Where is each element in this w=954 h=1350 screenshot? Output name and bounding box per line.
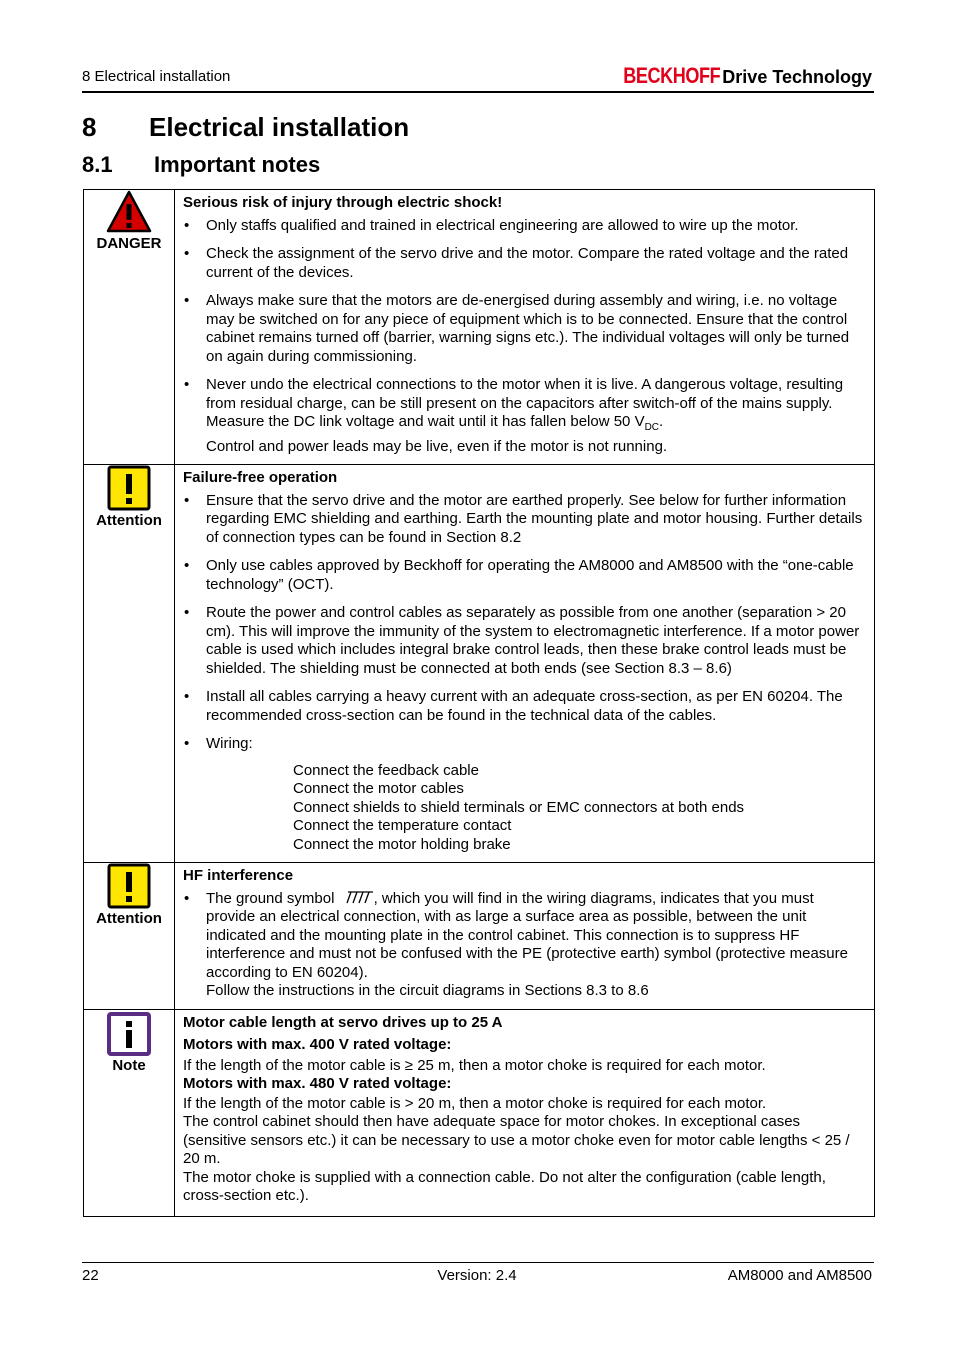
note-title: Motor cable length at servo drives up to 25 A xyxy=(183,1013,503,1031)
list-item: • Route the power and control cables as separately as possible from one another (separation > 20 cm). This will improve the immunity of the system to electromagnetic interference. If a motor power cable is used which includes integral brake control leads, then these brake control leads must be shielded. The shielding must be connected at both ends (see Section 8.3 – 8.6) xyxy=(183,604,866,678)
note-icon-cell xyxy=(84,1009,175,1216)
list-item xyxy=(183,376,866,456)
section-heading xyxy=(82,152,320,178)
wiring-step: Connect the motor cables xyxy=(293,780,464,797)
wiring-step: Connect the temperature contact xyxy=(293,817,512,834)
danger-live-warning: Never undo the electrical connections to the motor when it is live. A dangerous voltage, resulting from residual charge, can be still present on the capacitors after switch-off of the mains supply. xyxy=(206,376,844,412)
attention1-row xyxy=(84,465,875,863)
note-text-400v: If the length of the motor cable is ≥ 25 m, then a motor choke is required for each motor. xyxy=(183,1056,766,1074)
danger-icon-cell xyxy=(84,190,175,465)
ground-symbol-icon xyxy=(342,890,374,904)
brand-logo: BECKHOFF xyxy=(623,63,721,88)
attention1-icon-cell xyxy=(84,465,175,863)
danger-title: Serious risk of injury through electric shock! xyxy=(183,194,503,211)
list-item: • Install all cables carrying a heavy current with an adequate cross-section, as per EN 60204. The recommended cross-section can be found in the technical data of the cables. xyxy=(183,688,866,725)
chapter-number: 8 xyxy=(82,112,97,142)
list-item: • Always make sure that the motors are de-energised during assembly and wiring, i.e. no voltage may be switched on for any piece of equipment which is to be connected. Ensure that the control cabinet remains turned off (barrier, warning signs etc.). The individual voltages will only be turned on again during commissioning. xyxy=(183,292,866,366)
list-item xyxy=(183,890,866,1001)
attention2-icon-cell xyxy=(84,863,175,1010)
chapter-heading xyxy=(82,112,409,143)
list-item: • Wiring: xyxy=(183,735,866,754)
note-subheading-400v: Motors with max. 400 V rated voltage: xyxy=(183,1036,452,1053)
notes-table xyxy=(83,189,875,1217)
note-text-choke: The motor choke is supplied with a connection cable. Do not alter the configuration (cable length, cross-section etc.). xyxy=(183,1168,826,1204)
note-row xyxy=(84,1009,875,1216)
wiring-step: Connect the motor holding brake xyxy=(293,835,511,853)
note-text-cabinet: The control cabinet should then have adequate space for motor chokes. In exceptional cases (sensitive sensors etc.) it can be necessary to use a motor choke even for motor cable lengths < 25 / 20 m. xyxy=(183,1113,850,1167)
attention2-text-cell xyxy=(175,863,875,1010)
note-subheading-480v: Motors with max. 480 V rated voltage: xyxy=(183,1075,452,1092)
danger-label: DANGER xyxy=(96,235,162,252)
section-number: 8.1 xyxy=(82,152,113,177)
attention2-title: HF interference xyxy=(183,867,294,884)
footer-product: AM8000 and AM8500 xyxy=(727,1267,872,1284)
attention1-title: Failure-free operation xyxy=(183,469,338,486)
danger-measure-text: Measure the DC link voltage and wait until it has fallen below 50 V xyxy=(206,413,645,430)
info-icon xyxy=(107,1012,151,1056)
list-item: • Only staffs qualified and trained in electrical engineering are allowed to wire up the motor. xyxy=(183,217,866,236)
header-section: 8 Electrical installation xyxy=(82,68,231,85)
footer-rule xyxy=(82,1262,874,1263)
note-text-480v: If the length of the motor cable is > 20 m, then a motor choke is required for each motor. xyxy=(183,1094,767,1112)
page-number: 22 xyxy=(82,1267,99,1284)
attention-exclamation-icon xyxy=(107,863,151,909)
attention1-text-cell xyxy=(175,465,875,863)
list-item: • Only use cables approved by Beckhoff for operating the AM8000 and AM8500 with the “one-cable technology” (OCT). xyxy=(183,557,866,594)
danger-leads-text: Control and power leads may be live, even if the motor is not running. xyxy=(206,437,668,455)
wiring-step: Connect the feedback cable xyxy=(293,761,479,779)
attention-exclamation-icon xyxy=(107,465,151,511)
list-item: • Check the assignment of the servo drive and the motor. Compare the rated voltage and the rated current of the devices. xyxy=(183,245,866,282)
header-brand xyxy=(602,63,872,89)
list-item: • Ensure that the servo drive and the motor are earthed properly. See below for further information regarding EMC shielding and earthing. Earth the mounting plate and motor housing. Further details of connection types can be found in Section 8.2 xyxy=(183,492,866,548)
wiring-steps xyxy=(293,762,866,855)
brand-subtitle: Drive Technology xyxy=(722,67,872,87)
wiring-step: Connect shields to shield terminals or EMC connectors at both ends xyxy=(293,798,745,816)
danger-measure-sub: DC xyxy=(644,422,660,433)
danger-text-cell xyxy=(175,190,875,465)
footer-version: Version: 2.4 xyxy=(437,1267,517,1284)
note-text-cell xyxy=(175,1009,875,1216)
attention2-follow: Follow the instructions in the circuit diagrams in Sections 8.3 to 8.6 xyxy=(206,982,649,999)
header-rule xyxy=(82,91,874,93)
danger-warning-icon xyxy=(106,190,152,234)
attention2-label: Attention xyxy=(96,910,162,927)
ground-symbol-post: , which you will find in the wiring diagrams, indicates that you must provide an electrical connection, with as large a surface area as possible, between the unit indicated and the mounting plate in the control cabinet. This connection is to suppress HF interference and must not be confused with the PE (protective earth) symbol (protective measure according to EN 60204). xyxy=(206,889,848,981)
chapter-title: Electrical installation xyxy=(149,112,410,142)
note-label: Note xyxy=(112,1056,146,1074)
ground-symbol-pre: The ground symbol xyxy=(206,889,335,907)
danger-measure-end: . xyxy=(659,413,664,430)
attention1-label: Attention xyxy=(96,512,162,529)
section-title: Important notes xyxy=(154,152,321,177)
danger-row xyxy=(84,190,875,465)
attention2-row xyxy=(84,863,875,1010)
